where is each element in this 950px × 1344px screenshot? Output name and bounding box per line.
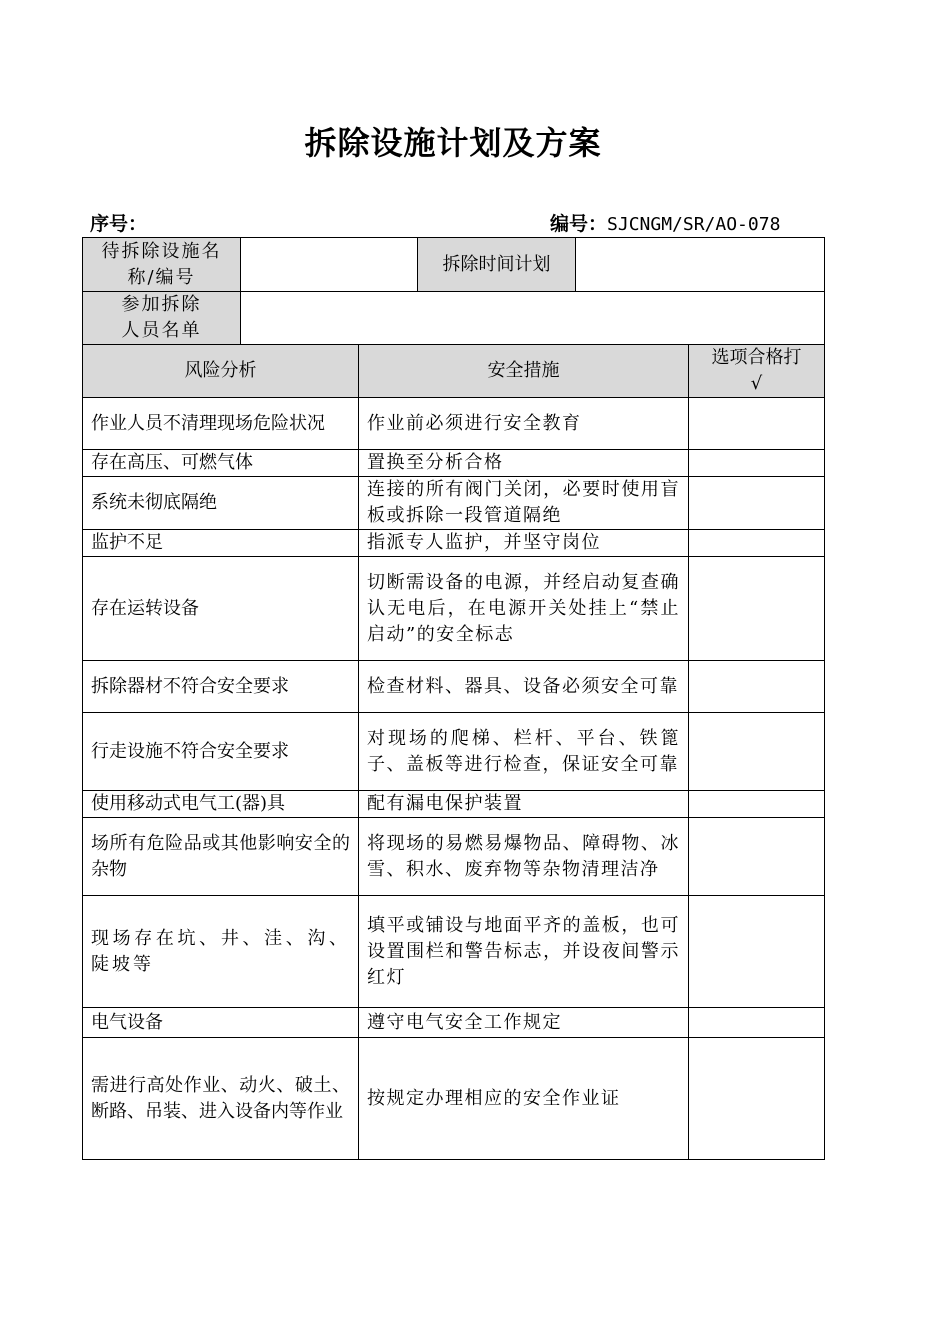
table-row bbox=[83, 398, 825, 450]
checkmark-icon: √ bbox=[750, 373, 763, 394]
risk-cell: 需进行高处作业、动火、破土、断路、吊装、进入设备内等作业 bbox=[83, 1038, 359, 1160]
risk-cell: 系统未彻底隔绝 bbox=[83, 477, 359, 530]
header-measure: 安全措施 bbox=[359, 345, 689, 398]
check-cell[interactable] bbox=[689, 713, 825, 791]
time-label: 拆除时间计划 bbox=[418, 238, 576, 292]
risk-cell: 场所有危险品或其他影响安全的杂物 bbox=[83, 818, 359, 896]
measure-cell: 遵守电气安全工作规定 bbox=[359, 1008, 689, 1038]
measure-cell: 对现场的爬梯、栏杆、平台、铁篦子、盖板等进行检查，保证安全可靠 bbox=[359, 713, 689, 791]
serial-number bbox=[90, 212, 147, 237]
risk-cell: 使用移动式电气工(器)具 bbox=[83, 791, 359, 818]
serial-label: 序号： bbox=[90, 213, 148, 235]
code-value: SJCNGM/SR/AO-078 bbox=[607, 214, 781, 235]
risk-cell: 电气设备 bbox=[83, 1008, 359, 1038]
measure-cell: 指派专人监护，并坚守岗位 bbox=[359, 530, 689, 557]
risk-cell: 行走设施不符合安全要求 bbox=[83, 713, 359, 791]
table-row bbox=[83, 1038, 825, 1160]
check-cell[interactable] bbox=[689, 450, 825, 477]
table-row bbox=[83, 1008, 825, 1038]
risk-cell: 作业人员不清理现场危险状况 bbox=[83, 398, 359, 450]
facility-info-table bbox=[82, 237, 825, 345]
risk-cell: 监护不足 bbox=[83, 530, 359, 557]
check-cell[interactable] bbox=[689, 1038, 825, 1160]
document-code bbox=[550, 212, 780, 237]
staff-value[interactable] bbox=[241, 292, 825, 345]
header-check bbox=[689, 345, 825, 398]
check-cell[interactable] bbox=[689, 661, 825, 713]
check-cell[interactable] bbox=[689, 530, 825, 557]
measure-cell: 检查材料、器具、设备必须安全可靠 bbox=[359, 661, 689, 713]
header-risk: 风险分析 bbox=[83, 345, 359, 398]
check-cell[interactable] bbox=[689, 398, 825, 450]
table-row bbox=[83, 661, 825, 713]
facility-label: 待拆除设施名称/编号 bbox=[83, 238, 241, 292]
check-cell[interactable] bbox=[689, 791, 825, 818]
table-row bbox=[83, 896, 825, 1008]
time-value[interactable] bbox=[576, 238, 825, 292]
measure-cell: 连接的所有阀门关闭，必要时使用盲板或拆除一段管道隔绝 bbox=[359, 477, 689, 530]
table-row bbox=[83, 557, 825, 661]
measure-cell: 置换至分析合格 bbox=[359, 450, 689, 477]
code-label: 编号： bbox=[550, 213, 608, 235]
check-cell[interactable] bbox=[689, 1008, 825, 1038]
table-row bbox=[83, 818, 825, 896]
measure-cell: 配有漏电保护装置 bbox=[359, 791, 689, 818]
risk-cell: 存在运转设备 bbox=[83, 557, 359, 661]
page-title: 拆除设施计划及方案 bbox=[304, 124, 602, 162]
measure-cell: 切断需设备的电源，并经启动复查确认无电后，在电源开关处挂上“禁止启动”的安全标志 bbox=[359, 557, 689, 661]
measure-cell: 填平或铺设与地面平齐的盖板，也可设置围栏和警告标志，并设夜间警示红灯 bbox=[359, 896, 689, 1008]
staff-label: 参加拆除人员名单 bbox=[83, 292, 241, 345]
header-check-label: 选项合格打 bbox=[711, 347, 802, 368]
risk-cell: 拆除器材不符合安全要求 bbox=[83, 661, 359, 713]
risk-cell: 现场存在坑、井、洼、沟、陡坡等 bbox=[83, 896, 359, 1008]
facility-value[interactable] bbox=[241, 238, 418, 292]
table-row bbox=[83, 713, 825, 791]
check-cell[interactable] bbox=[689, 477, 825, 530]
check-cell[interactable] bbox=[689, 818, 825, 896]
risk-cell: 存在高压、可燃气体 bbox=[83, 450, 359, 477]
measure-cell: 按规定办理相应的安全作业证 bbox=[359, 1038, 689, 1160]
check-cell[interactable] bbox=[689, 557, 825, 661]
table-row bbox=[83, 477, 825, 530]
table-row bbox=[83, 530, 825, 557]
check-cell[interactable] bbox=[689, 896, 825, 1008]
table-row bbox=[83, 450, 825, 477]
measure-cell: 将现场的易燃易爆物品、障碍物、冰雪、积水、废弃物等杂物清理洁净 bbox=[359, 818, 689, 896]
measure-cell: 作业前必须进行安全教育 bbox=[359, 398, 689, 450]
risk-measure-table bbox=[82, 344, 825, 1160]
table-row bbox=[83, 791, 825, 818]
